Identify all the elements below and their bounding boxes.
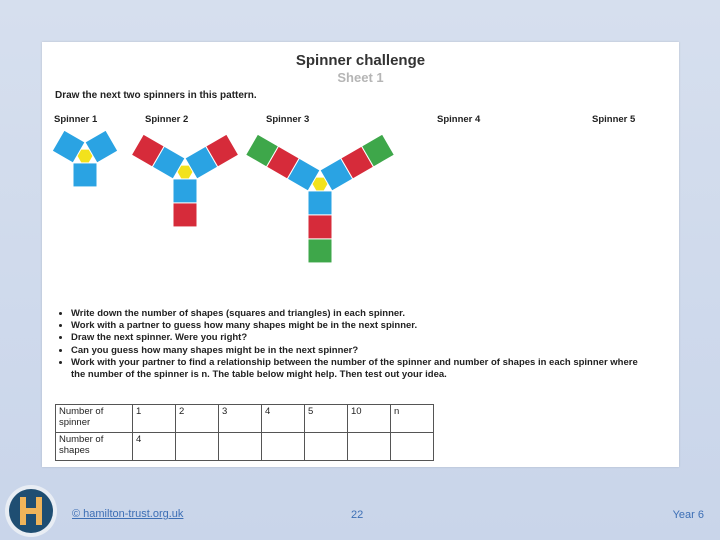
copyright-link[interactable]: © hamilton-trust.org.uk bbox=[72, 508, 184, 520]
page-number: 22 bbox=[351, 509, 364, 521]
list-item: • Draw the next spinner. Were you right? bbox=[71, 332, 651, 344]
list-item: • Write down the number of shapes (squares and triangles) in each spinner. bbox=[71, 308, 651, 320]
list-item: • Work with a partner to guess how many shapes might be in the next spinner. bbox=[71, 320, 651, 332]
table-cell: 4 bbox=[262, 405, 305, 433]
task-list bbox=[55, 308, 651, 381]
sheet-subtitle: Sheet 1 bbox=[337, 70, 384, 85]
table-cell bbox=[176, 433, 219, 461]
spinner-3-square bbox=[308, 215, 332, 239]
table-cell bbox=[262, 433, 305, 461]
table-row bbox=[56, 405, 434, 433]
spinner-4-label: Spinner 4 bbox=[437, 114, 481, 125]
table-cell bbox=[305, 433, 348, 461]
spinner-pattern-figure bbox=[42, 42, 679, 282]
list-item: • Can you guess how many shapes might be in the next spinner? bbox=[71, 345, 651, 357]
spinner-2-square bbox=[173, 203, 197, 227]
spinner-3-label: Spinner 3 bbox=[266, 114, 310, 125]
spinner-5-label: Spinner 5 bbox=[592, 114, 636, 125]
page-title: Spinner challenge bbox=[295, 52, 426, 69]
table-cell: n bbox=[391, 405, 434, 433]
spinner-table bbox=[55, 404, 434, 461]
spinner-1-square bbox=[73, 163, 97, 187]
table-cell bbox=[219, 433, 262, 461]
spinner-2-square bbox=[173, 179, 197, 203]
table-cell: Number of spinner bbox=[56, 405, 133, 433]
spinner-1-label: Spinner 1 bbox=[54, 114, 98, 125]
table-cell: 10 bbox=[348, 405, 391, 433]
table-cell: 1 bbox=[133, 405, 176, 433]
instruction-text: Draw the next two spinners in this pattern. bbox=[55, 90, 257, 101]
spinner-2-label: Spinner 2 bbox=[145, 114, 189, 125]
hamilton-logo-icon bbox=[5, 485, 57, 537]
table-cell bbox=[348, 433, 391, 461]
list-item: • Work with your partner to find a relationship between the number of the spinner and number of shapes in each spinner where the number of the spinner is n. The table below might help. Then test out your idea. bbox=[71, 357, 651, 381]
table-cell: 4 bbox=[133, 433, 176, 461]
table-cell: 5 bbox=[305, 405, 348, 433]
worksheet bbox=[42, 42, 679, 467]
spinner-3-square bbox=[308, 191, 332, 215]
spinner-3-square bbox=[308, 239, 332, 263]
table-cell: Number of shapes bbox=[56, 433, 133, 461]
year-label: Year 6 bbox=[672, 509, 704, 521]
table-cell: 2 bbox=[176, 405, 219, 433]
table-cell bbox=[391, 433, 434, 461]
table-row bbox=[56, 433, 434, 461]
table-cell: 3 bbox=[219, 405, 262, 433]
